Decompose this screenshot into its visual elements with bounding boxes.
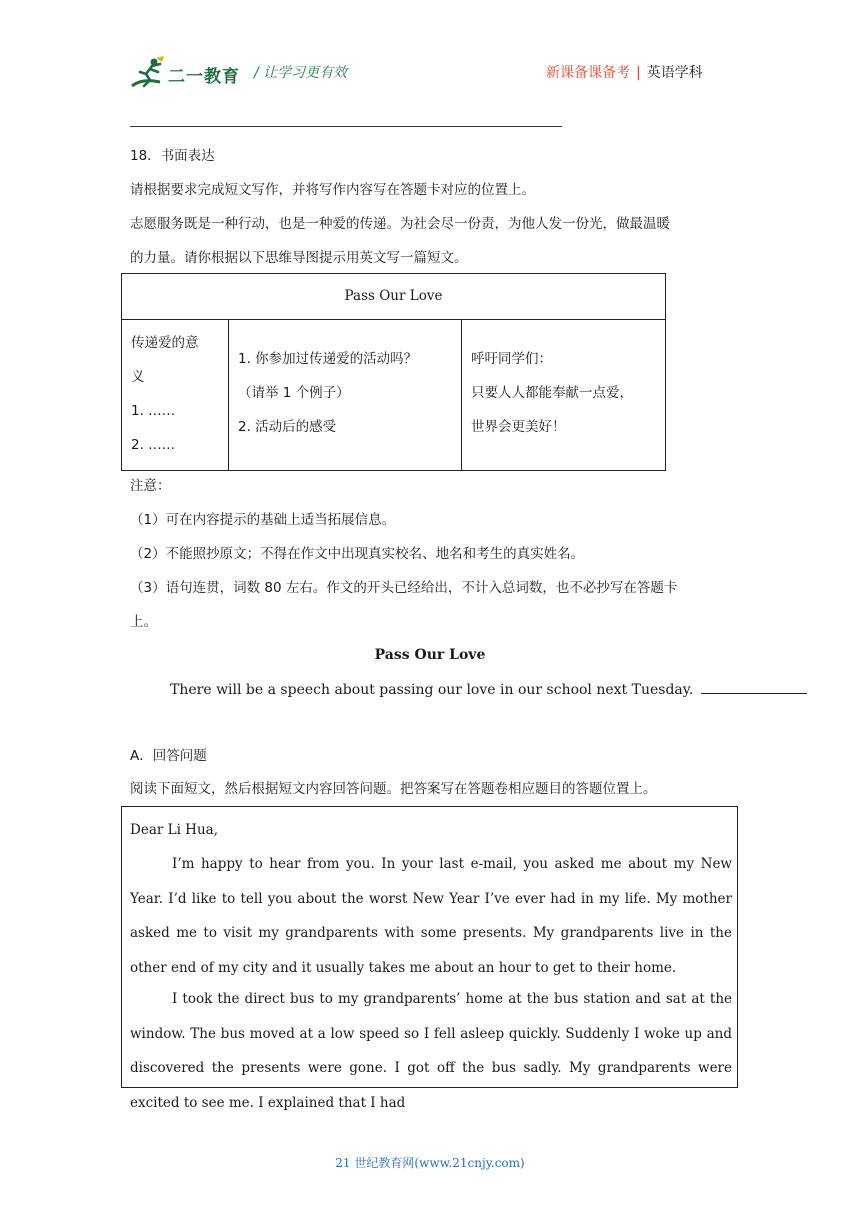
letter-greeting: Dear Li Hua,: [130, 822, 218, 838]
col2-line: （请举 1 个例子）: [238, 385, 350, 401]
question-title: 18．书面表达: [130, 148, 215, 164]
mind-map-title: Pass Our Love: [122, 274, 666, 320]
slogan: / 让学习更有效: [254, 65, 348, 81]
mind-map-col-meaning: [122, 320, 229, 471]
mind-map-col-activity: [229, 320, 462, 471]
note-2: （2）不能照抄原文；不得在作文中出现真实校名、地名和考生的真实姓名。: [130, 546, 585, 562]
col1-line: 传递爱的意: [131, 335, 199, 351]
essay-opening-line: [170, 679, 730, 700]
essay-title: Pass Our Love: [374, 647, 486, 663]
running-person-icon: [130, 56, 170, 90]
brand-logo: [130, 56, 242, 90]
header-subject: 英语学科: [646, 65, 703, 81]
note-1: （1）可在内容提示的基础上适当拓展信息。: [130, 512, 396, 528]
notes-title: 注意：: [130, 478, 171, 494]
header-separator: |: [636, 65, 641, 81]
col1-line: 1. ……: [131, 403, 176, 419]
logo-text: 二一教育: [168, 67, 240, 87]
essay-opening: There will be a speech about passing our love in our school next Tuesday.: [170, 682, 694, 698]
col3-line: 世界会更美好！: [471, 419, 566, 435]
col2-line: 2. 活动后的感受: [238, 419, 337, 435]
col2-line: 1. 你参加过传递爱的活动吗？: [238, 351, 418, 367]
question-instruction: 请根据要求完成短文写作，并将写作内容写在答题卡对应的位置上。: [130, 182, 535, 198]
section-a-instruction: 阅读下面短文，然后根据短文内容回答问题。把答案写在答题卷相应题目的答题位置上。: [130, 781, 657, 797]
col3-line: 呼吁同学们：: [471, 351, 552, 367]
letter-paragraph-1: I’m happy to hear from you. In your last e-mail, you asked me about my New Year. I’d like to tell you about the worst New Year I’ve ever had in my life. My mother asked me to visit my grandparents with some presents. My grandparents live in the other end of my city and it usually takes me about an hour to get to their home.: [130, 856, 732, 976]
footer-source: 21 世纪教育网(www.21cnjy.com): [335, 1156, 525, 1170]
header-divider: [130, 126, 562, 127]
question-intro-line1: 志愿服务既是一种行动，也是一种爱的传递。为社会尽一份责，为他人发一份光，做最温暖: [130, 216, 670, 232]
letter-box: [121, 806, 738, 1111]
answer-blank[interactable]: [701, 679, 807, 694]
note-3-line2: 上。: [130, 614, 157, 630]
letter-paragraph-2: I took the direct bus to my grandparents’ home at the bus station and sat at the window. The bus moved at a low speed so I fell asleep quickly. Suddenly I woke up and discovered the presents were gone. I got off the bus sadly. My grandparents were excited to see me. I explained that I had: [130, 991, 732, 1111]
note-3-line1: （3）语句连贯，词数 80 左右。作文的开头已经给出，不计入总词数，也不必抄写在答题卡: [130, 580, 678, 596]
col1-line: 2. ……: [131, 437, 176, 453]
header-right: [546, 62, 703, 82]
section-a-title: A．回答问题: [130, 748, 207, 764]
question-intro-line2: 的力量。请你根据以下思维导图提示用英文写一篇短文。: [130, 250, 468, 266]
col3-line: 只要人人都能奉献一点爱，: [471, 385, 633, 401]
col1-line: 义: [131, 369, 145, 385]
header-right-label: 新课备课备考: [546, 65, 630, 81]
mind-map-table: [121, 273, 666, 471]
mind-map-col-appeal: [462, 320, 666, 471]
